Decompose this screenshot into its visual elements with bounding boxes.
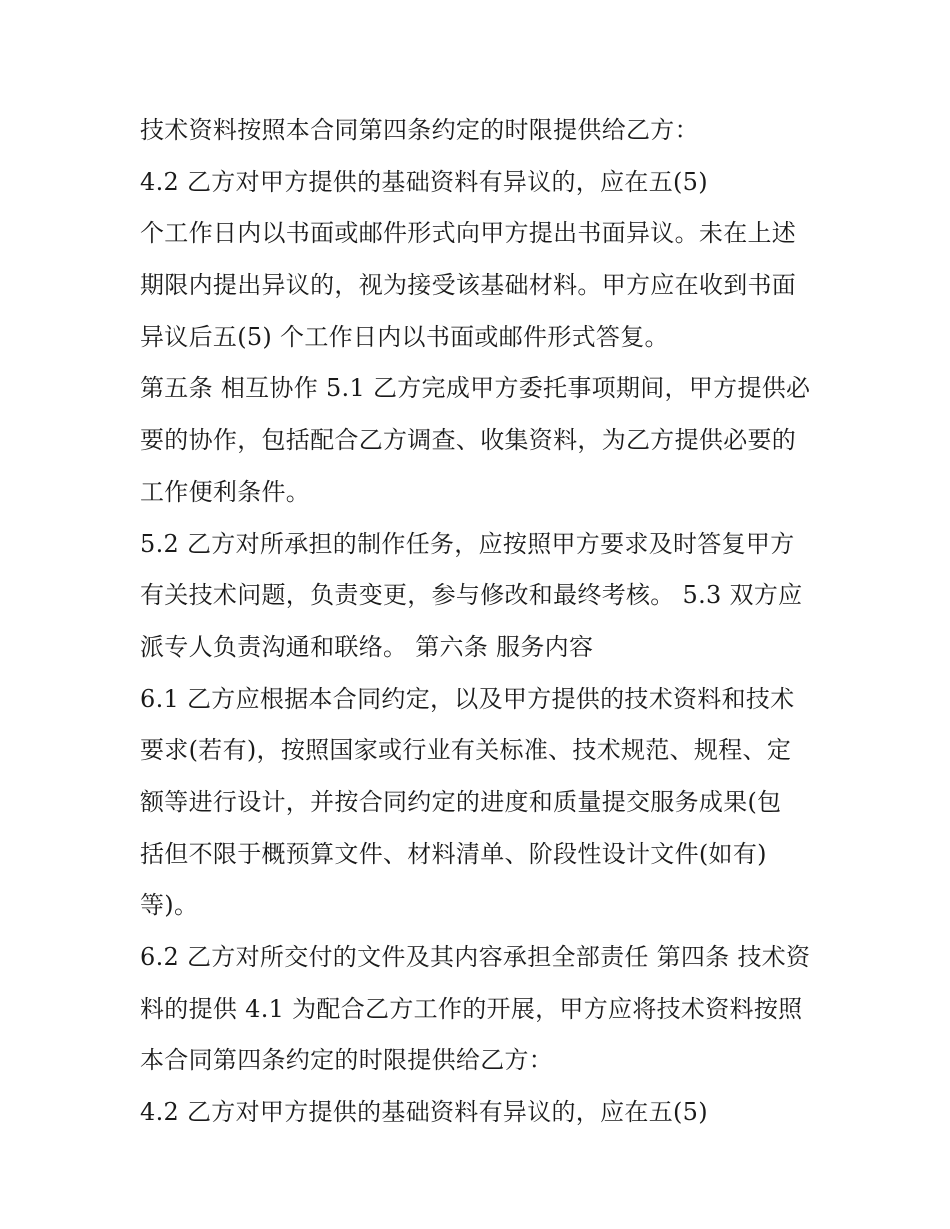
document-body [140, 105, 820, 1139]
text-line: 6.2 乙方对所交付的文件及其内容承担全部责任 第四条 技术资 [140, 943, 811, 971]
text-line: 有关技术问题，负责变更，参与修改和最终考核。 5.3 双方应 [140, 581, 803, 610]
text-line: 4.2 乙方对甲方提供的基础资料有异议的，应在五(5) [140, 1098, 708, 1127]
text-line: 技术资料按照本合同第四条约定的时限提供给乙方： [140, 116, 699, 144]
text-line: 工作便利条件。 [140, 477, 311, 506]
text-line: 括但不限于概预算文件、材料清单、阶段性设计文件(如有) [140, 839, 767, 868]
text-line: 料的提供 4.1 为配合乙方工作的开展，甲方应将技术资料按照 [140, 994, 803, 1023]
text-line: 个工作日内以书面或邮件形式向甲方提出书面异议。未在上述 [140, 219, 797, 248]
text-line: 本合同第四条约定的时限提供给乙方： [140, 1046, 554, 1075]
text-line: 派专人负责沟通和联络。 第六条 服务内容 [140, 632, 594, 661]
text-line: 异议后五(5) 个工作日内以书面或邮件形式答复。 [140, 322, 669, 351]
text-line: 4.2 乙方对甲方提供的基础资料有异议的，应在五(5) [140, 167, 708, 196]
text-line: 第五条 相互协作 5.1 乙方完成甲方委托事项期间，甲方提供必 [140, 374, 811, 403]
text-line: 要求(若有)，按照国家或行业有关标准、技术规范、规程、定 [140, 736, 792, 765]
text-line: 等)。 [140, 891, 199, 920]
text-line: 5.2 乙方对所承担的制作任务，应按照甲方要求及时答复甲方 [140, 529, 795, 558]
text-line: 额等进行设计，并按合同约定的进度和质量提交服务成果(包 [140, 787, 782, 816]
text-line: 期限内提出异议的，视为接受该基础材料。甲方应在收到书面 [140, 271, 797, 300]
text-line: 6.1 乙方应根据本合同约定，以及甲方提供的技术资料和技术 [140, 684, 795, 713]
text-line: 要的协作，包括配合乙方调查、收集资料，为乙方提供必要的 [140, 426, 797, 455]
